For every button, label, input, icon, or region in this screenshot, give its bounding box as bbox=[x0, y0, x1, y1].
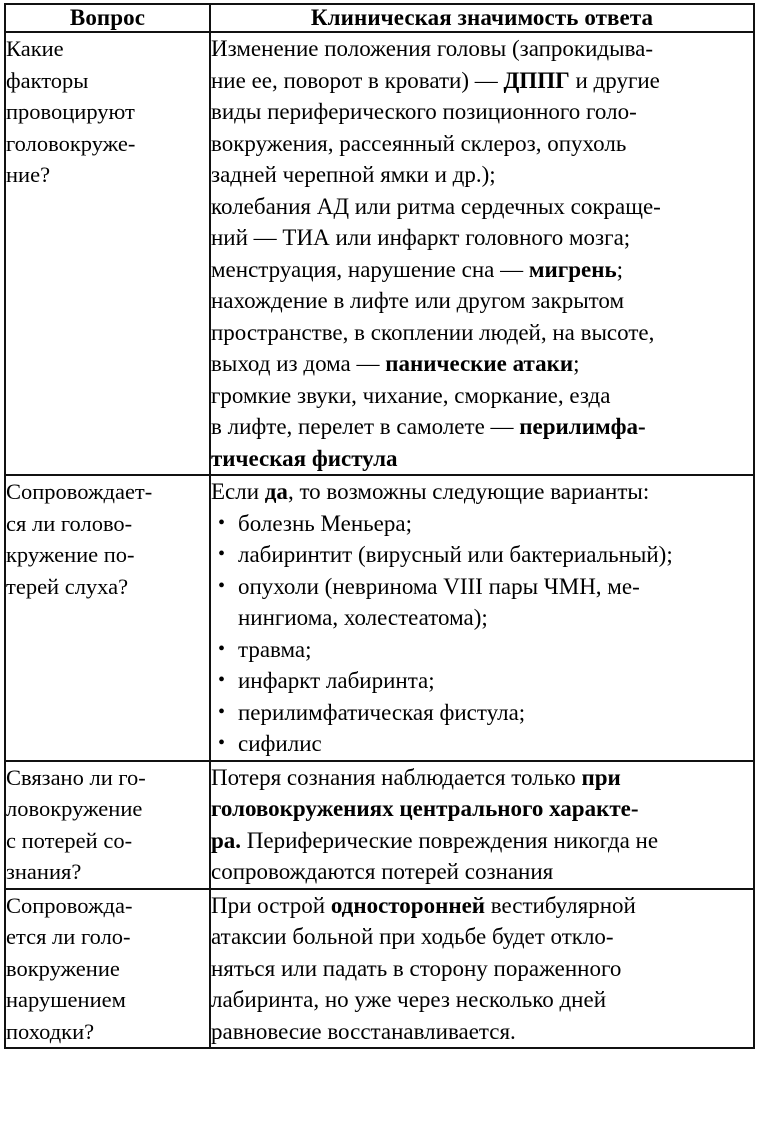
header-row bbox=[5, 4, 754, 32]
question-line: Сопровождает- bbox=[6, 479, 153, 504]
question-line: ние? bbox=[6, 162, 51, 187]
answer-line bbox=[211, 856, 753, 888]
question-cell bbox=[5, 32, 210, 475]
question-line: ловокружение bbox=[6, 796, 143, 821]
list-item-line: • опухоли (невринома VIII пары ЧМН, ме- bbox=[238, 573, 640, 599]
emphasis-text: головокружениях центрального характе- bbox=[211, 796, 639, 821]
text-run: ний — ТИА или инфаркт головного мозга; bbox=[211, 225, 631, 250]
text-run: При острой bbox=[211, 892, 331, 918]
answer-cell bbox=[210, 475, 754, 761]
list-item-line: • лабиринтит (вирусный или бактериальный); bbox=[238, 542, 673, 567]
answer-cell bbox=[210, 889, 754, 1049]
table-row bbox=[5, 889, 754, 1049]
column-header-question: Вопрос bbox=[5, 4, 210, 32]
text-run: сопровождаются потерей сознания bbox=[211, 859, 554, 884]
table-row bbox=[5, 32, 754, 475]
answer-line bbox=[211, 128, 753, 160]
question-line: кружение по- bbox=[6, 542, 135, 567]
answer-line bbox=[211, 984, 753, 1016]
list-item-line: • инфаркт лабиринта; bbox=[238, 668, 435, 693]
list-item bbox=[211, 665, 753, 697]
answer-line bbox=[211, 33, 753, 65]
question-answer-table bbox=[4, 3, 755, 1049]
text-run: колебания АД или ритма сердечных сокраще- bbox=[211, 193, 661, 219]
text-run: лабиринта, но уже через несколько дней bbox=[211, 987, 607, 1012]
list-item bbox=[211, 539, 753, 571]
emphasis-text: при bbox=[581, 764, 621, 790]
answer-line bbox=[211, 953, 753, 985]
text-run: ние ее, поворот в кровати) — bbox=[211, 67, 504, 93]
question-line: факторы bbox=[6, 67, 89, 93]
question-line: вокружение bbox=[6, 955, 120, 981]
text-run: громкие звуки, чихание, сморкание, езда bbox=[211, 382, 611, 408]
table-header bbox=[5, 4, 754, 32]
text-run: Потеря сознания наблюдается только bbox=[211, 764, 582, 790]
text-run: виды периферического позиционного голо- bbox=[211, 99, 637, 124]
text-run: равновесие восстанавливается. bbox=[211, 1018, 516, 1044]
emphasis-text: да bbox=[264, 479, 288, 504]
text-run: ; bbox=[573, 351, 580, 376]
text-run: Если bbox=[211, 479, 265, 504]
answer-line bbox=[211, 793, 753, 825]
answer-line bbox=[211, 222, 753, 254]
emphasis-text: тическая фистула bbox=[211, 445, 398, 471]
emphasis-text: панические атаки bbox=[385, 351, 574, 376]
question-line: походки? bbox=[6, 1018, 95, 1044]
answer-paragraph bbox=[211, 890, 753, 1048]
question-line: Какие bbox=[6, 36, 64, 61]
list-item-line: нингиома, холестеатома); bbox=[238, 605, 488, 630]
question-line: головокруже- bbox=[6, 130, 136, 156]
list-item bbox=[211, 634, 753, 666]
text-run: няться или падать в сторону пораженного bbox=[211, 955, 622, 981]
answer-line bbox=[211, 921, 753, 953]
text-run: и другие bbox=[569, 67, 660, 93]
answer-line bbox=[211, 317, 753, 349]
answer-line bbox=[211, 762, 753, 794]
table-body bbox=[5, 32, 754, 1048]
answer-line bbox=[211, 890, 753, 922]
list-item-line: • травма; bbox=[238, 636, 312, 662]
answer-line bbox=[211, 348, 753, 380]
answer-cell bbox=[210, 761, 754, 889]
table-row bbox=[5, 761, 754, 889]
list-item-line: • сифилис bbox=[238, 731, 322, 756]
answer-line bbox=[211, 191, 753, 223]
emphasis-text: ра. bbox=[211, 827, 242, 853]
answer-line bbox=[211, 1016, 753, 1048]
list-item bbox=[211, 508, 753, 540]
table-row bbox=[5, 475, 754, 761]
question-line: ется ли голо- bbox=[6, 924, 131, 949]
question-cell bbox=[5, 475, 210, 761]
question-cell bbox=[5, 889, 210, 1049]
answer-line bbox=[211, 476, 753, 508]
question-line: терей слуха? bbox=[6, 573, 129, 599]
answer-line bbox=[211, 380, 753, 412]
answer-line bbox=[211, 825, 753, 857]
answer-paragraph bbox=[211, 33, 753, 474]
answer-line bbox=[211, 96, 753, 128]
text-run: выход из дома — bbox=[211, 351, 386, 376]
answer-bullet-list bbox=[211, 508, 753, 760]
question-line: Связано ли го- bbox=[6, 764, 146, 790]
text-run: вестибулярной bbox=[485, 892, 636, 918]
emphasis-text: перилимфа- bbox=[519, 414, 646, 439]
answer-line bbox=[211, 411, 753, 443]
answer-paragraph bbox=[211, 476, 753, 508]
question-line: провоцируют bbox=[6, 99, 135, 124]
list-item bbox=[211, 728, 753, 760]
text-run: нахождение в лифте или другом закрытом bbox=[211, 288, 625, 313]
question-line: Сопровожда- bbox=[6, 892, 133, 918]
text-run: атаксии больной при ходьбе будет откло- bbox=[211, 924, 614, 949]
question-cell bbox=[5, 761, 210, 889]
answer-paragraph bbox=[211, 762, 753, 888]
question-line: нарушением bbox=[6, 987, 126, 1012]
text-run: Изменение положения головы (запрокидыва- bbox=[211, 36, 653, 61]
answer-line bbox=[211, 254, 753, 286]
emphasis-text: ДППГ bbox=[503, 67, 570, 93]
answer-line bbox=[211, 65, 753, 97]
text-run: менструация, нарушение сна — bbox=[211, 256, 529, 282]
text-run: Периферические повреждения никогда не bbox=[241, 827, 659, 853]
column-header-answer: Клиническая значимость ответа bbox=[210, 4, 754, 32]
answer-line bbox=[211, 443, 753, 475]
text-run: вокружения, рассеянный склероз, опухоль bbox=[211, 130, 627, 156]
question-line: ся ли голово- bbox=[6, 510, 133, 536]
question-line: знания? bbox=[6, 859, 82, 884]
list-item bbox=[211, 571, 753, 634]
answer-cell bbox=[210, 32, 754, 475]
answer-line bbox=[211, 285, 753, 317]
list-item-line: • перилимфатическая фистула; bbox=[238, 699, 526, 725]
answer-line bbox=[211, 159, 753, 191]
list-item bbox=[211, 697, 753, 729]
text-run: , то возможны следующие варианты: bbox=[287, 479, 650, 504]
emphasis-text: односторонней bbox=[330, 892, 486, 918]
text-run: пространстве, в скоплении людей, на высоте, bbox=[211, 319, 655, 345]
text-run: задней черепной ямки и др.); bbox=[211, 162, 496, 187]
text-run: ; bbox=[616, 256, 624, 282]
question-line: с потерей со- bbox=[6, 827, 133, 853]
emphasis-text: мигрень bbox=[528, 256, 617, 282]
list-item-line: • болезнь Меньера; bbox=[238, 510, 412, 536]
text-run: в лифте, перелет в самолете — bbox=[211, 414, 520, 439]
